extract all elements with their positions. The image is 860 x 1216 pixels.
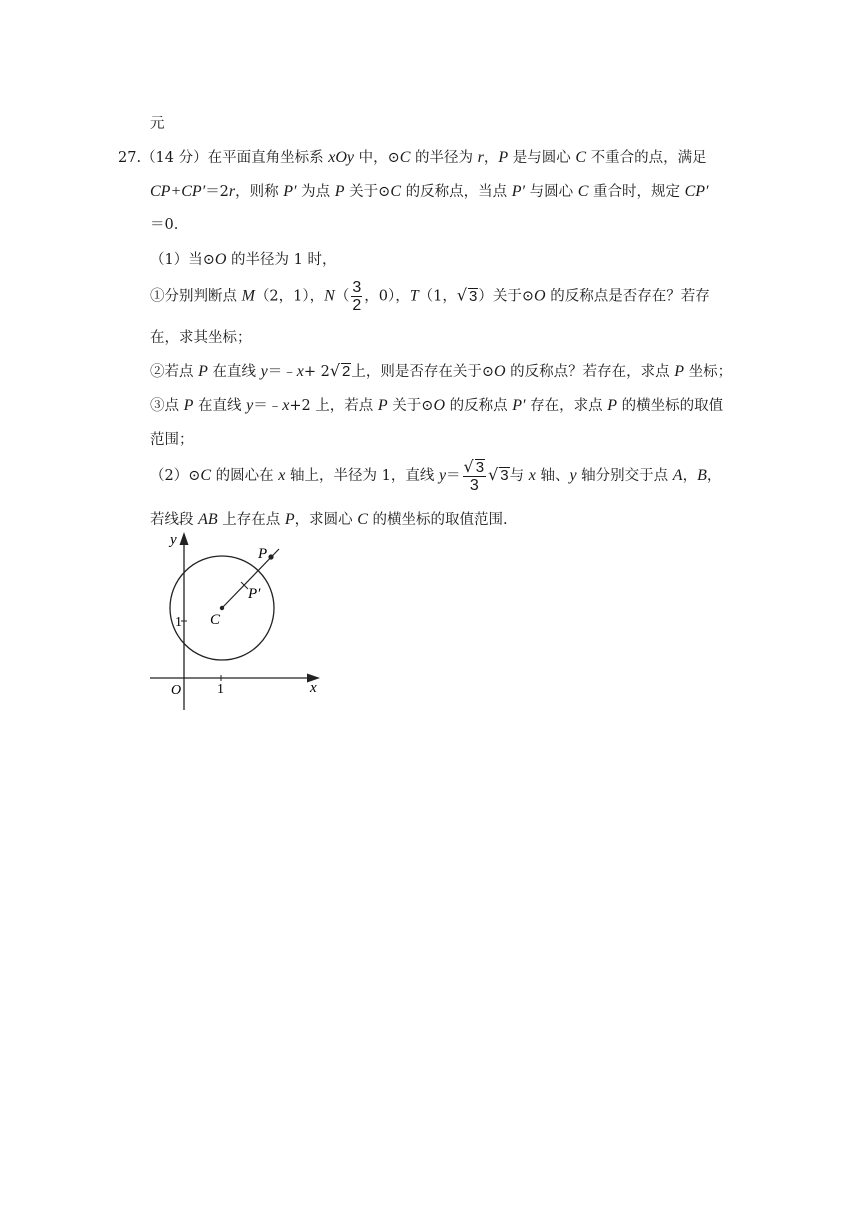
point-p: [268, 554, 273, 559]
question-score: （14 分）: [141, 150, 208, 166]
part-1-heading: （1）当⊙O 的半径为 1 时，: [150, 251, 337, 268]
point-c: [220, 606, 224, 610]
subquestion-1: ①分别判断点 M（2，1），N（ $\frac{3}{2}$ ，0），T（1，√ 3）关于⊙O 的反称点是否存在？若存: [150, 279, 710, 314]
y-tick-label: 1: [175, 615, 182, 630]
y-axis-arrow: [180, 532, 189, 545]
radical-sign: √: [488, 465, 499, 484]
x-axis-label: x: [310, 680, 317, 696]
x-tick-label: 1: [217, 682, 224, 697]
point-p-label: P: [258, 546, 268, 562]
subquestion-3: ③点 P 在直线 y＝﹣x+2 上，若点 P 关于⊙O 的反称点 P′ 存在，求点 P 的横坐标的取值: [150, 397, 724, 414]
radical-sign: √: [463, 457, 474, 476]
subquestion-3-continued: 范围；: [150, 432, 194, 448]
part-2-continued: 若线段 AB 上存在点 P，求圆心 C 的横坐标的取值范围.: [150, 511, 508, 528]
question-27-line-1: 27.（14 分）在平面直角坐标系 xOy 中，⊙C 的半径为 r，P 是与圆心 C 不重合的点，满足: [118, 149, 707, 166]
subquestion-1-continued: 在，求其坐标；: [150, 330, 252, 346]
previous-answer-tail: 元: [150, 116, 165, 132]
point-c-label: C: [210, 612, 221, 628]
question-27-line-2: CP+CP′＝2r，则称 P′ 为点 P 关于⊙C 的反称点，当点 P′ 与圆心 C 重合时，规定 CP′: [150, 183, 709, 200]
point-pprime-label: P′: [248, 586, 261, 602]
origin-label: O: [171, 683, 182, 698]
radical-sign: √: [329, 361, 341, 380]
coordinate-figure: [140, 528, 340, 718]
question-number: 27.: [118, 150, 142, 166]
fraction-root3-over-3: $\frac{√ 3}{3}$: [463, 457, 485, 494]
part-2: （2）⊙C 的圆心在 x 轴上，半径为 1，直线 y＝ $\frac{√ 3}{3}$ √ 3与 x 轴、y 轴分别交于点 A，B，: [150, 457, 722, 494]
fraction-three-halves: $\frac{3}{2}$: [352, 279, 362, 314]
subquestion-2: ②若点 P 在直线 y＝﹣x+ 2√ 2上，则是否存在关于⊙O 的反称点？若存在，求点 P 坐标；: [150, 361, 733, 380]
question-27-line-3: ＝0.: [150, 217, 179, 233]
radical-sign: √: [456, 285, 468, 305]
y-axis-label: y: [170, 532, 177, 548]
